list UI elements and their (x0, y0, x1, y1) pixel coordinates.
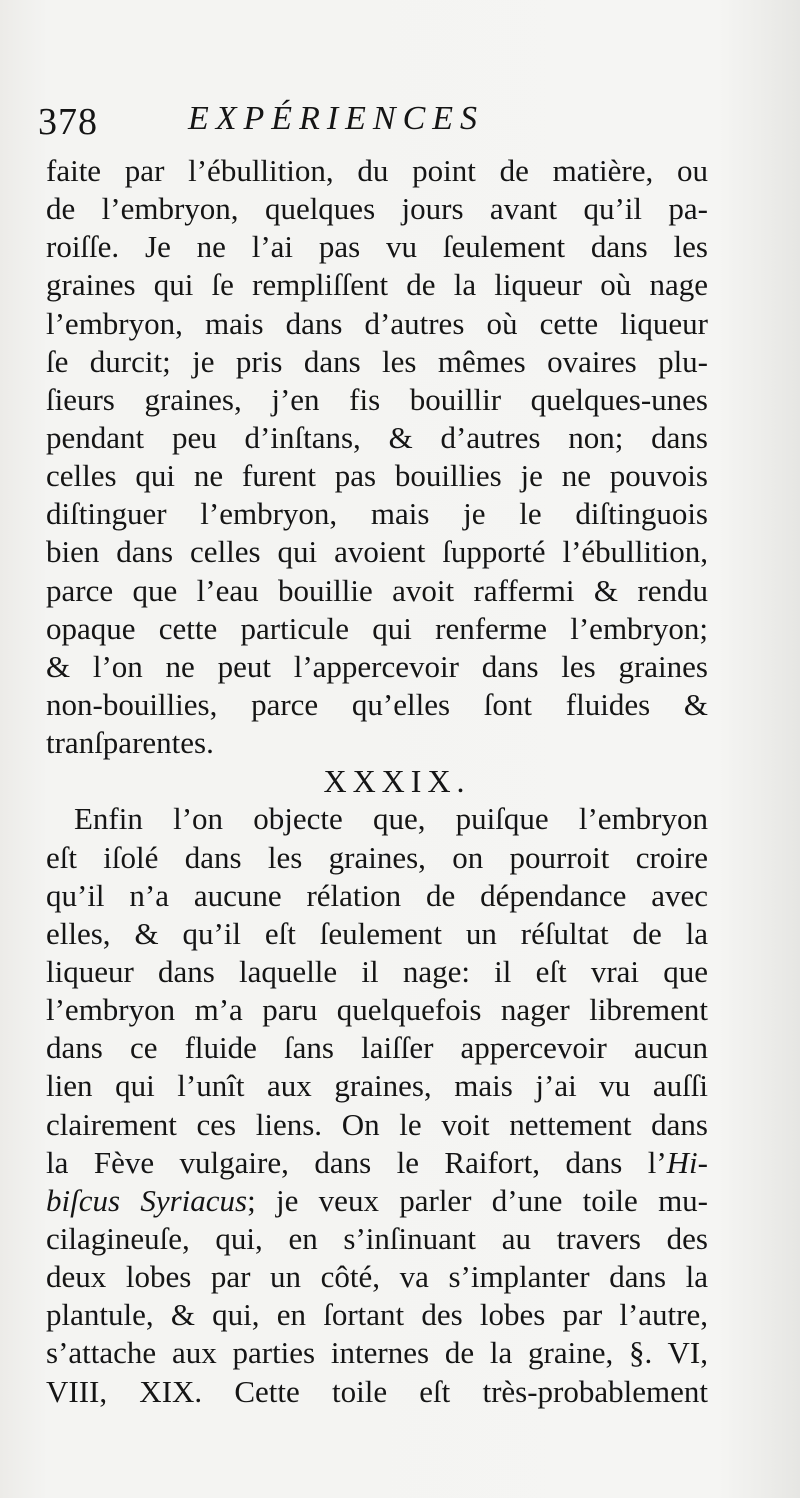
text-line: cilagineuſe, qui, en s’inſinuant au travers des (46, 1220, 708, 1256)
text-line: qu’il n’a aucune rélation de dépendance avec (46, 877, 708, 913)
text-line: Enfin l’on objecte que, puiſque l’embryon (74, 801, 708, 837)
text-line: non-bouillies, parce qu’elles ſont fluides & (46, 686, 708, 722)
text-line: tranſparentes. (46, 725, 214, 761)
text-line: opaque cette particule qui renferme l’embryon; (46, 610, 708, 646)
text-line: clairement ces liens. On le voit nettement dans (46, 1106, 708, 1142)
text-line: s’attache aux parties internes de la graine, §. VI, (46, 1335, 708, 1371)
text-line: bien dans celles qui avoient ſupporté l’ébullition, (46, 534, 708, 570)
text-line: ſieurs graines, j’en fis bouillir quelques-unes (46, 381, 708, 417)
text-segment: la Fève vulgaire, dans le Raifort, dans l’ (46, 1144, 667, 1180)
text-line: l’embryon m’a paru quelquefois nager librement (46, 992, 708, 1028)
text-line: roiſſe. Je ne l’ai pas vu ſeulement dans les (46, 229, 708, 265)
section-heading: XXXIX. (323, 763, 471, 800)
text-line: VIII, XIX. Cette toile eſt très-probablement (46, 1373, 708, 1409)
text-line: ſe durcit; je pris dans les mêmes ovaires plu- (46, 343, 708, 379)
page-header (38, 96, 758, 142)
italic-segment: Hi- (666, 1144, 708, 1180)
text-line: plantule, & qui, en ſortant des lobes par l’autre, (46, 1297, 708, 1333)
text-line: lien qui l’unît aux graines, mais j’ai vu auſſi (46, 1068, 708, 1104)
text-line: l’embryon, mais dans d’autres où cette liqueur (46, 305, 708, 341)
text-line: dans ce fluide ſans laiſſer appercevoir aucun (46, 1030, 708, 1066)
text-line: de l’embryon, quelques jours avant qu’il pa- (46, 191, 708, 227)
text-line: deux lobes par un côté, va s’implanter dans la (46, 1259, 708, 1295)
paragraph-continuation (46, 152, 708, 762)
page-number: 378 (38, 101, 98, 143)
paragraph-section-xxxix (46, 800, 708, 1410)
text-line: diſtinguer l’embryon, mais je le diſtinguois (46, 496, 708, 532)
body-text (46, 152, 708, 1411)
text-segment: ; je veux parler d’une toile mu- (247, 1182, 709, 1218)
text-line: & l’on ne peut l’appercevoir dans les graines (46, 648, 708, 684)
text-line: parce que l’eau bouillie avoit raffermi & rendu (46, 572, 708, 608)
italic-segment: biſcus Syriacus (46, 1182, 248, 1218)
text-line (46, 1144, 708, 1182)
text-line: graines qui ſe rempliſſent de la liqueur où nage (46, 267, 708, 303)
text-line: pendant peu d’inſtans, & d’autres non; dans (46, 419, 708, 455)
text-line (46, 1182, 708, 1220)
text-line: liqueur dans laquelle il nage: il eſt vrai que (46, 953, 708, 989)
text-line: celles qui ne furent pas bouillies je ne pouvois (46, 458, 708, 494)
text-line: elles, & qu’il eſt ſeulement un réſultat de la (46, 915, 708, 951)
running-title: EXPÉRIENCES (188, 100, 485, 137)
text-line: eſt iſolé dans les graines, on pourroit croire (46, 839, 708, 875)
text-line: faite par l’ébullition, du point de matière, ou (46, 153, 708, 188)
